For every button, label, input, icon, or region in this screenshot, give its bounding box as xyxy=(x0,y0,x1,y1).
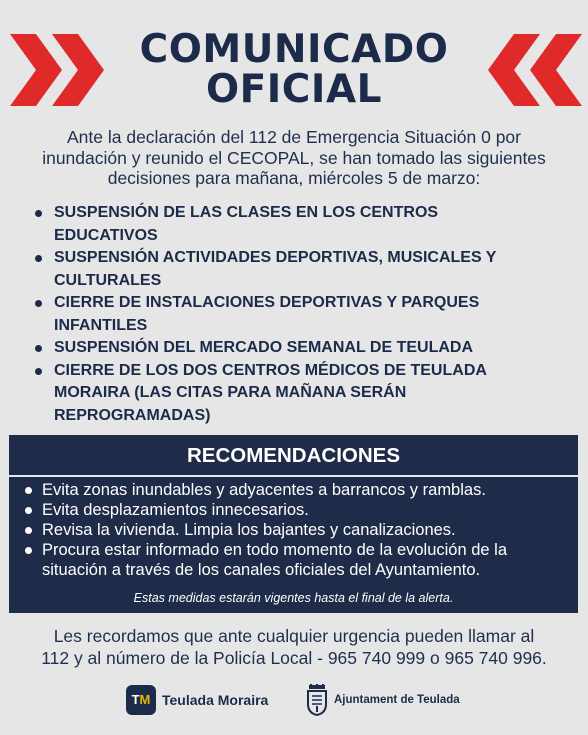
intro-line: inundación y reunido el CECOPAL, se han tomado las siguientes xyxy=(42,147,546,168)
measure-item xyxy=(32,247,577,292)
recommendation-item xyxy=(21,540,577,580)
measure-line: MORAIRA (LAS CITAS PARA MAÑANA SERÁN xyxy=(54,384,407,401)
teulada-moraira-logo xyxy=(126,685,268,715)
ajuntament-label: Ajuntament de Teulada xyxy=(334,694,460,706)
measure-item xyxy=(32,337,577,360)
measure-line: CULTURALES xyxy=(54,271,162,289)
measure-item xyxy=(32,360,577,428)
recommendation-item: Evita zonas inundables y adyacentes a barrancos y ramblas. xyxy=(21,480,577,500)
tm-logo-m: M xyxy=(139,692,151,707)
intro-line: Ante la declaración del 112 de Emergencia Situación 0 por xyxy=(67,127,521,147)
closing-line: Les recordamos que ante cualquier urgencia pueden llamar al xyxy=(53,626,535,646)
measure-line: SUSPENSIÓN DE LAS CLASES EN LOS CENTROS xyxy=(54,204,439,221)
measure-item xyxy=(32,292,577,337)
measure-line: SUSPENSIÓN ACTIVIDADES DEPORTIVAS, MUSICALES Y xyxy=(54,249,497,266)
recommendation-item: Revisa la vivienda. Limpia los bajantes y canalizaciones. xyxy=(21,520,577,540)
recommendations-title: RECOMENDACIONES xyxy=(187,444,400,467)
recommendations-list xyxy=(21,480,577,580)
divider xyxy=(9,475,578,477)
ajuntament-logo xyxy=(306,683,460,717)
intro-line: decisiones para mañana, miércoles 5 de marzo: xyxy=(107,168,481,188)
recommendation-line: situación a través de los canales oficiales del Ayuntamiento. xyxy=(42,561,481,579)
page-title xyxy=(110,27,478,112)
recommendation-item: Evita desplazamientos innecesarios. xyxy=(21,500,577,520)
teulada-moraira-label: Teulada Moraira xyxy=(162,692,269,708)
recommendations-panel xyxy=(9,435,578,613)
measure-line: SUSPENSIÓN DEL MERCADO SEMANAL DE TEULADA xyxy=(54,339,473,356)
intro-paragraph xyxy=(10,127,578,189)
closing-line: 112 y al número de la Policía Local - 965 740 999 o 965 740 996. xyxy=(41,648,547,668)
title-line: OFICIAL xyxy=(206,67,382,112)
recommendation-line: Procura estar informado en todo momento de la evolución de la xyxy=(42,541,508,559)
measure-item xyxy=(32,202,577,247)
tm-logo-icon xyxy=(126,685,156,715)
chevrons-left-icon xyxy=(484,34,584,106)
measure-line: REPROGRAMADAS) xyxy=(54,406,211,424)
measure-line: INFANTILES xyxy=(54,316,148,334)
measure-line: CIERRE DE INSTALACIONES DEPORTIVAS Y PARQUES xyxy=(54,294,480,311)
closing-paragraph xyxy=(6,625,582,669)
crest-icon xyxy=(306,684,328,716)
measure-line: EDUCATIVOS xyxy=(54,226,158,244)
measures-list xyxy=(32,202,577,427)
chevrons-right-icon xyxy=(8,34,108,106)
validity-note: Estas medidas estarán vigentes hasta el final de la alerta. xyxy=(133,591,454,605)
tm-logo-t: T xyxy=(131,692,140,707)
title-line: COMUNICADO xyxy=(139,27,449,72)
measure-line: CIERRE DE LOS DOS CENTROS MÉDICOS DE TEULADA xyxy=(54,361,487,379)
